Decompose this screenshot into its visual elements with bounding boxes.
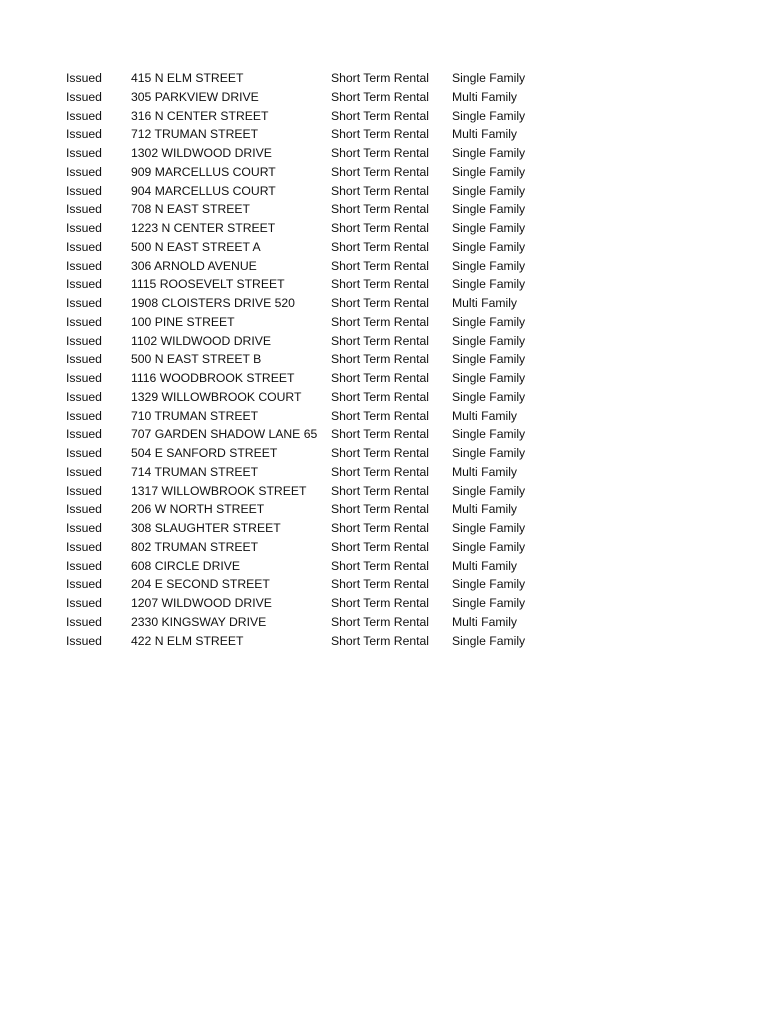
table-row — [0, 463, 768, 482]
permit-type-cell: Short Term Rental — [331, 202, 429, 217]
address-cell: 707 GARDEN SHADOW LANE 65 — [131, 427, 318, 442]
permit-type-cell: Short Term Rental — [331, 71, 429, 85]
table-row — [0, 257, 768, 276]
status-cell: Issued — [66, 427, 102, 442]
address-cell: 415 N ELM STREET — [131, 71, 244, 85]
permit-type-cell: Short Term Rental — [331, 183, 429, 198]
table-row — [0, 238, 768, 257]
dwelling-cell: Single Family — [452, 483, 526, 498]
status-cell: Issued — [66, 146, 102, 160]
table-row — [0, 200, 768, 219]
table-row — [0, 425, 768, 444]
address-cell: 2330 KINGSWAY DRIVE — [131, 614, 267, 629]
table-row — [0, 594, 768, 613]
table-row — [0, 144, 768, 163]
status-cell: Issued — [66, 202, 102, 217]
permit-type-cell: Short Term Rental — [331, 127, 429, 142]
permit-type-cell: Short Term Rental — [331, 371, 429, 385]
address-cell: 1302 WILDWOOD DRIVE — [131, 146, 272, 160]
dwelling-cell: Multi Family — [452, 296, 518, 310]
permit-type-cell: Short Term Rental — [331, 408, 429, 423]
permit-type-cell: Short Term Rental — [331, 221, 429, 235]
table-row — [0, 107, 768, 126]
address-cell: 305 PARKVIEW DRIVE — [131, 89, 259, 104]
status-cell: Issued — [66, 596, 102, 610]
dwelling-cell: Single Family — [452, 633, 526, 648]
table-row — [0, 294, 768, 313]
permit-type-cell: Short Term Rental — [331, 146, 429, 160]
permit-type-cell: Short Term Rental — [331, 577, 429, 592]
dwelling-cell: Single Family — [452, 202, 526, 217]
status-cell: Issued — [66, 539, 102, 554]
address-cell: 316 N CENTER STREET — [131, 108, 269, 123]
status-cell: Issued — [66, 558, 102, 573]
permit-type-cell: Short Term Rental — [331, 614, 429, 629]
address-cell: 206 W NORTH STREET — [131, 502, 265, 517]
table-row — [0, 369, 768, 388]
status-cell: Issued — [66, 633, 102, 648]
table-row — [0, 88, 768, 107]
dwelling-cell: Single Family — [452, 521, 526, 535]
permit-type-cell: Short Term Rental — [331, 352, 429, 367]
status-cell: Issued — [66, 371, 102, 385]
permit-type-cell: Short Term Rental — [331, 596, 429, 610]
permit-table — [0, 69, 768, 650]
dwelling-cell: Multi Family — [452, 127, 518, 142]
table-row — [0, 350, 768, 369]
permit-type-cell: Short Term Rental — [331, 633, 429, 648]
status-cell: Issued — [66, 352, 102, 367]
status-cell: Issued — [66, 389, 102, 404]
status-cell: Issued — [66, 483, 102, 498]
address-cell: 422 N ELM STREET — [131, 633, 244, 648]
address-cell: 909 MARCELLUS COURT — [131, 164, 276, 179]
address-cell: 1223 N CENTER STREET — [131, 221, 276, 235]
address-cell: 1207 WILDWOOD DRIVE — [131, 596, 272, 610]
address-cell: 710 TRUMAN STREET — [131, 408, 259, 423]
table-row — [0, 500, 768, 519]
status-cell: Issued — [66, 408, 102, 423]
dwelling-cell: Single Family — [452, 577, 526, 592]
address-cell: 500 N EAST STREET B — [131, 352, 262, 367]
table-row — [0, 313, 768, 332]
table-row — [0, 632, 768, 651]
dwelling-cell: Single Family — [452, 146, 526, 160]
status-cell: Issued — [66, 183, 102, 198]
table-row — [0, 575, 768, 594]
dwelling-cell: Multi Family — [452, 502, 518, 517]
address-cell: 1329 WILLOWBROOK COURT — [131, 389, 302, 404]
permit-type-cell: Short Term Rental — [331, 464, 429, 479]
dwelling-cell: Single Family — [452, 427, 526, 442]
address-cell: 608 CIRCLE DRIVE — [131, 558, 241, 573]
dwelling-cell: Single Family — [452, 71, 526, 85]
dwelling-cell: Multi Family — [452, 614, 518, 629]
status-cell: Issued — [66, 164, 102, 179]
dwelling-cell: Multi Family — [452, 89, 518, 104]
address-cell: 714 TRUMAN STREET — [131, 464, 259, 479]
dwelling-cell: Multi Family — [452, 464, 518, 479]
status-cell: Issued — [66, 221, 102, 235]
status-cell: Issued — [66, 71, 102, 85]
address-cell: 1908 CLOISTERS DRIVE 520 — [131, 296, 295, 310]
permit-type-cell: Short Term Rental — [331, 427, 429, 442]
permit-type-cell: Short Term Rental — [331, 164, 429, 179]
address-cell: 1116 WOODBROOK STREET — [131, 371, 295, 385]
status-cell: Issued — [66, 258, 102, 273]
table-row — [0, 219, 768, 238]
status-cell: Issued — [66, 89, 102, 104]
status-cell: Issued — [66, 127, 102, 142]
dwelling-cell: Single Family — [452, 258, 526, 273]
address-cell: 904 MARCELLUS COURT — [131, 183, 276, 198]
permit-type-cell: Short Term Rental — [331, 89, 429, 104]
permit-type-cell: Short Term Rental — [331, 258, 429, 273]
dwelling-cell: Single Family — [452, 596, 526, 610]
dwelling-cell: Single Family — [452, 333, 526, 348]
status-cell: Issued — [66, 239, 102, 254]
table-row — [0, 557, 768, 576]
permit-type-cell: Short Term Rental — [331, 296, 429, 310]
permit-type-cell: Short Term Rental — [331, 239, 429, 254]
dwelling-cell: Single Family — [452, 446, 526, 460]
table-row — [0, 613, 768, 632]
table-row — [0, 69, 768, 88]
table-row — [0, 538, 768, 557]
permit-type-cell: Short Term Rental — [331, 314, 429, 329]
permit-type-cell: Short Term Rental — [331, 521, 429, 535]
dwelling-cell: Multi Family — [452, 408, 518, 423]
dwelling-cell: Single Family — [452, 539, 526, 554]
status-cell: Issued — [66, 314, 102, 329]
address-cell: 504 E SANFORD STREET — [131, 446, 278, 460]
status-cell: Issued — [66, 446, 102, 460]
address-cell: 1102 WILDWOOD DRIVE — [131, 333, 271, 348]
address-cell: 500 N EAST STREET A — [131, 239, 261, 254]
address-cell: 708 N EAST STREET — [131, 202, 250, 217]
table-row — [0, 332, 768, 351]
address-cell: 712 TRUMAN STREET — [131, 127, 259, 142]
address-cell: 802 TRUMAN STREET — [131, 539, 259, 554]
address-cell: 1317 WILLOWBROOK STREET — [131, 483, 307, 498]
dwelling-cell: Single Family — [452, 239, 526, 254]
table-row — [0, 444, 768, 463]
status-cell: Issued — [66, 333, 102, 348]
status-cell: Issued — [66, 521, 102, 535]
permit-type-cell: Short Term Rental — [331, 333, 429, 348]
dwelling-cell: Single Family — [452, 371, 526, 385]
table-row — [0, 407, 768, 426]
status-cell: Issued — [66, 464, 102, 479]
dwelling-cell: Single Family — [452, 221, 526, 235]
permit-type-cell: Short Term Rental — [331, 502, 429, 517]
address-cell: 308 SLAUGHTER STREET — [131, 521, 281, 535]
dwelling-cell: Single Family — [452, 108, 526, 123]
address-cell: 100 PINE STREET — [131, 314, 235, 329]
table-row — [0, 182, 768, 201]
dwelling-cell: Single Family — [452, 183, 526, 198]
status-cell: Issued — [66, 296, 102, 310]
permit-type-cell: Short Term Rental — [331, 446, 429, 460]
status-cell: Issued — [66, 502, 102, 517]
address-cell: 204 E SECOND STREET — [131, 577, 270, 592]
permit-type-cell: Short Term Rental — [331, 558, 429, 573]
dwelling-cell: Single Family — [452, 352, 526, 367]
permit-type-cell: Short Term Rental — [331, 483, 429, 498]
status-cell: Issued — [66, 108, 102, 123]
table-row — [0, 482, 768, 501]
dwelling-cell: Single Family — [452, 389, 526, 404]
table-row — [0, 275, 768, 294]
table-row — [0, 519, 768, 538]
status-cell: Issued — [66, 577, 102, 592]
permit-type-cell: Short Term Rental — [331, 277, 429, 292]
dwelling-cell: Multi Family — [452, 558, 518, 573]
dwelling-cell: Single Family — [452, 277, 526, 292]
address-cell: 306 ARNOLD AVENUE — [131, 258, 257, 273]
permit-type-cell: Short Term Rental — [331, 389, 429, 404]
permit-type-cell: Short Term Rental — [331, 539, 429, 554]
status-cell: Issued — [66, 277, 102, 292]
status-cell: Issued — [66, 614, 102, 629]
dwelling-cell: Single Family — [452, 314, 526, 329]
permit-type-cell: Short Term Rental — [331, 108, 429, 123]
table-row — [0, 388, 768, 407]
table-row — [0, 163, 768, 182]
table-row — [0, 125, 768, 144]
address-cell: 1115 ROOSEVELT STREET — [131, 277, 285, 292]
dwelling-cell: Single Family — [452, 164, 526, 179]
